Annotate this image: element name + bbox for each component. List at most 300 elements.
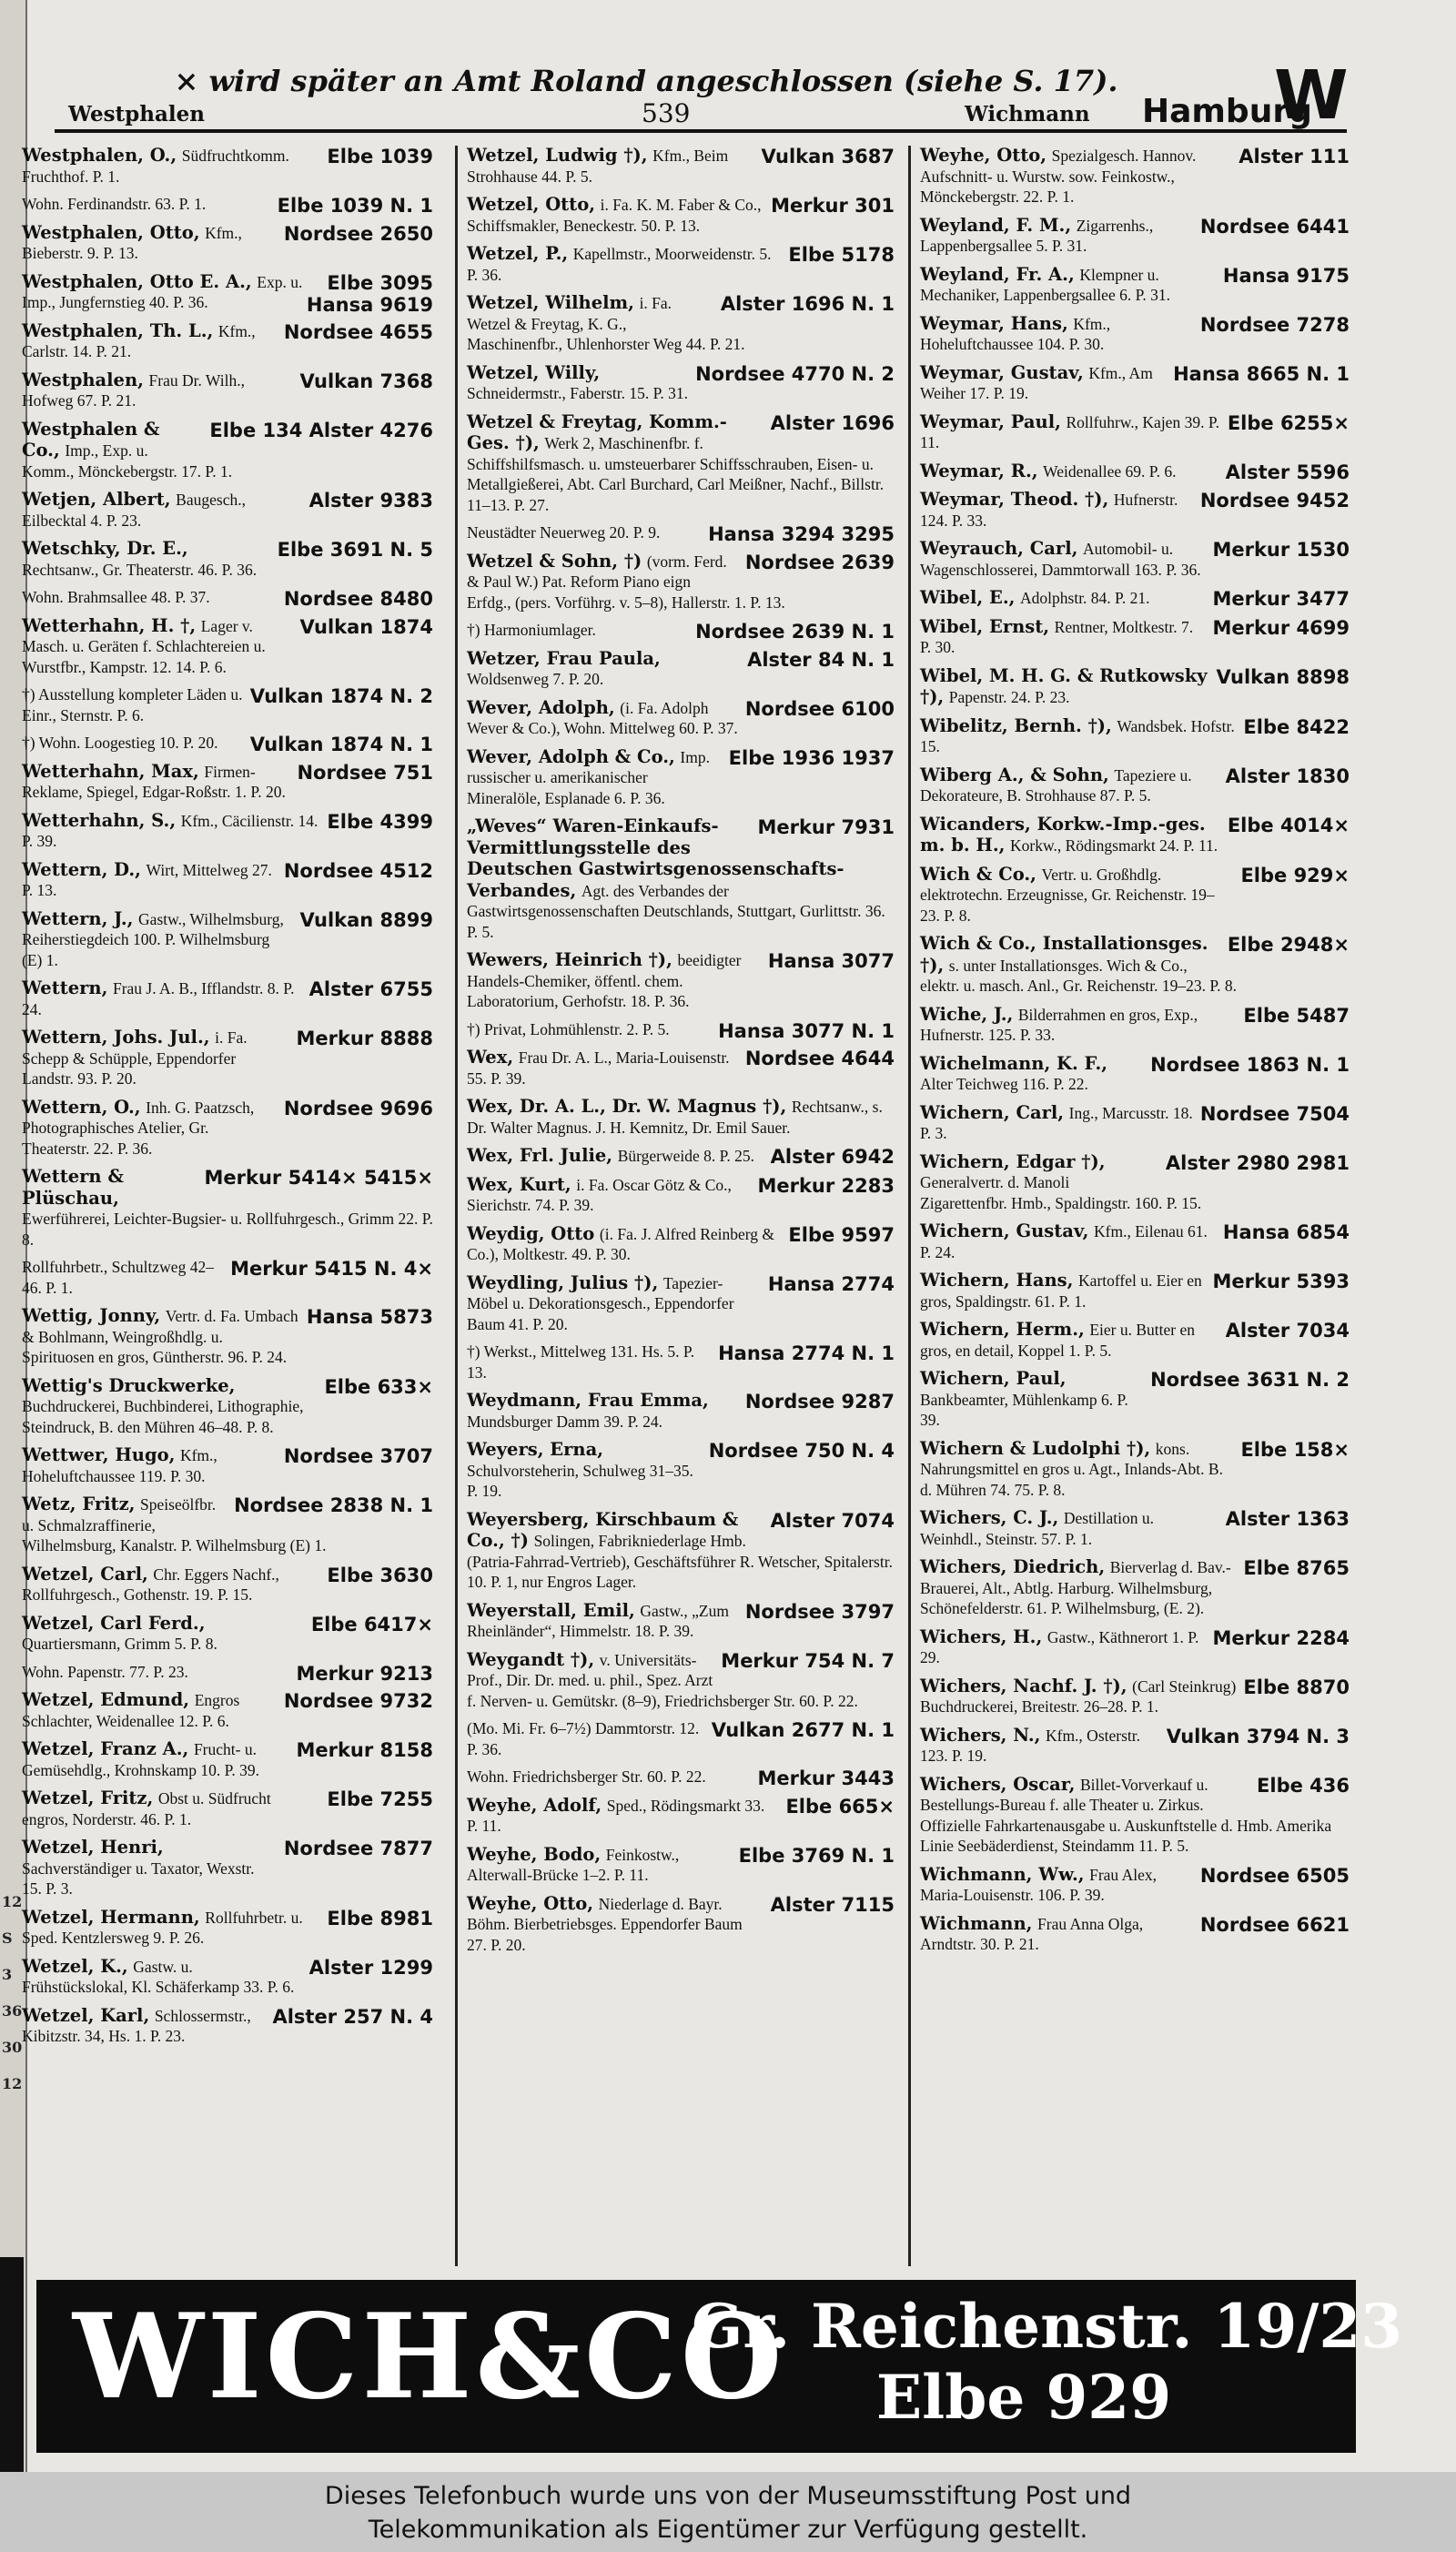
phone-number: Nordsee 3707 bbox=[283, 1445, 433, 1467]
entry-detail: Tapeziere u. Dekorateure, B. Strohhause 87. P. 5. bbox=[920, 765, 1192, 805]
entry-detail: Kfm., Cäcilienstr. 14. P. 39. bbox=[22, 811, 318, 850]
phone-number: Nordsee 9287 bbox=[744, 1391, 895, 1413]
header-first-entry: Westphalen bbox=[68, 102, 205, 127]
entry-name: Weyhe, Bodo, bbox=[467, 1843, 602, 1865]
directory-entry bbox=[22, 1663, 433, 1684]
directory-entry bbox=[920, 1676, 1350, 1718]
phone-number: Hansa 2774 N. 1 bbox=[718, 1342, 895, 1364]
page-header bbox=[36, 56, 1349, 137]
phone-number: Merkur 2283 bbox=[757, 1174, 895, 1197]
phone-number: Nordsee 2838 N. 1 bbox=[234, 1494, 433, 1516]
entry-name: Weyers, Erna, bbox=[467, 1439, 604, 1460]
entry-name: Wetzel, K., bbox=[22, 1955, 128, 1977]
entry-name: Weyhe, Otto, bbox=[467, 1892, 594, 1914]
phone-number: Alster 9383 bbox=[308, 490, 433, 511]
phone-number: Hansa 6854 bbox=[1222, 1221, 1350, 1243]
phone-number: Nordsee 4655 bbox=[283, 320, 433, 343]
entry-name: Wetterhahn, H. †, bbox=[22, 614, 197, 636]
directory-entry bbox=[467, 412, 895, 517]
phone-number: Vulkan 1874 bbox=[299, 615, 433, 638]
entry-detail: Inh. G. Paatzsch, Photographisches Atelier, Gr. Theaterstr. 22. P. 36. bbox=[22, 1098, 255, 1158]
entry-detail: Schulvorsteherin, Schulweg 31–35. P. 19. bbox=[467, 1461, 693, 1500]
directory-entry bbox=[467, 244, 895, 286]
directory-entry bbox=[920, 666, 1350, 709]
directory-entry bbox=[920, 1152, 1350, 1215]
directory-entry bbox=[467, 523, 895, 544]
directory-entry bbox=[22, 1258, 433, 1299]
directory-entry bbox=[920, 363, 1350, 405]
entry-name: Wichern, Herm., bbox=[920, 1319, 1085, 1340]
directory-entry bbox=[467, 146, 895, 187]
directory-entry bbox=[920, 934, 1350, 998]
entry-name: Wettern, D., bbox=[22, 858, 141, 880]
directory-entry bbox=[467, 1719, 895, 1760]
phone-number: Vulkan 1874 N. 2 bbox=[249, 685, 433, 707]
directory-entry bbox=[920, 1865, 1350, 1907]
entry-name: Weyerstall, Emil, bbox=[467, 1599, 635, 1621]
phone-number: Elbe 5178 bbox=[788, 244, 895, 266]
entry-detail: Vertr. u. Großhdlg. elektrotechn. Erzeugnisse, Gr. Reichenstr. 19–23. P. 8. bbox=[920, 865, 1215, 925]
entry-detail: Gastw., Wilhelmsburg, Reiherstiegdeich 100. P. Wilhelmsburg (E) 1. bbox=[22, 909, 284, 969]
phone-number: Hansa 3077 N. 1 bbox=[718, 1019, 895, 1042]
entry-name: Wichers, H., bbox=[920, 1625, 1043, 1647]
directory-entry bbox=[920, 1103, 1350, 1145]
entry-name: Weyhe, Otto, bbox=[920, 146, 1047, 166]
directory-entry bbox=[920, 265, 1350, 307]
entry-detail: Rentner, Moltkestr. 7. P. 30. bbox=[920, 617, 1194, 656]
directory-entry bbox=[920, 1508, 1350, 1550]
entry-detail: Spezialgesch. Hannov. Aufschnitt- u. Wurstw. sow. Feinkostw., Mönckebergstr. 22. P. 1. bbox=[920, 147, 1197, 206]
entry-detail: Kapellmstr., Moorweidenstr. 5. P. 36. bbox=[467, 245, 772, 284]
directory-entry bbox=[920, 1221, 1350, 1263]
entry-detail: Kartoffel u. Eier en gros, Spaldingstr. 61. P. 1. bbox=[920, 1271, 1202, 1311]
phone-number: Alster 1696 bbox=[770, 411, 895, 434]
phone-number: Elbe 1039 bbox=[327, 146, 433, 167]
ad-logo: WICH&CO bbox=[73, 2289, 786, 2425]
entry-detail: Engros Schlachter, Weidenallee 12. P. 6. bbox=[22, 1691, 240, 1730]
entry-detail: Hufnerstr. 124. P. 33. bbox=[920, 491, 1178, 530]
entry-detail: Lager v. Masch. u. Geräten f. Schlachtereien u. Wurstfbr., Kampstr. 12. 14. P. 6. bbox=[22, 616, 266, 676]
phone-number: Nordsee 7278 bbox=[1199, 313, 1350, 336]
phone-number: Merkur 754 N. 7 bbox=[721, 1649, 895, 1672]
phone-number: Nordsee 4512 bbox=[283, 859, 433, 882]
entry-name: Wichern, Gustav, bbox=[920, 1220, 1089, 1241]
directory-entry bbox=[467, 1601, 895, 1643]
directory-entry bbox=[467, 1845, 895, 1887]
phone-number: Alster 257 N. 4 bbox=[272, 2005, 433, 2028]
entry-name: Wetzel, Edmund, bbox=[22, 1689, 190, 1710]
entry-detail: Weidenallee 69. P. 6. bbox=[1043, 461, 1177, 481]
entry-detail: Kfm., Bieberstr. 9. P. 13. bbox=[22, 223, 242, 262]
entry-detail: i. Fa. Schepp & Schüpple, Eppendorfer Landstr. 93. P. 20. bbox=[22, 1028, 248, 1088]
entry-detail: Speiseölfbr. u. Schmalzraffinerie, Wilhelmsburg, Kanalstr. P. Wilhelmsburg (E) 1. bbox=[22, 1495, 327, 1554]
directory-entry bbox=[920, 146, 1350, 208]
entry-name: Wichers, Diedrich, bbox=[920, 1556, 1106, 1577]
entry-name: Wichern, Edgar †), bbox=[920, 1150, 1106, 1172]
directory-entry bbox=[467, 1440, 895, 1503]
entry-name: Weyrauch, Carl, bbox=[920, 538, 1078, 559]
directory-entry bbox=[920, 1914, 1350, 1956]
entry-name: Weydling, Julius †), bbox=[467, 1271, 659, 1293]
directory-entry bbox=[22, 1565, 433, 1606]
entry-detail: Neustädter Neuerweg 20. P. 9. bbox=[467, 523, 661, 542]
directory-entry bbox=[22, 909, 433, 972]
phone-number: Merkur 9213 bbox=[296, 1662, 433, 1685]
entry-detail: Sped., Rödingsmarkt 33. P. 11. bbox=[467, 1796, 765, 1835]
directory-entry bbox=[22, 860, 433, 902]
phone-number: Alster 7115 bbox=[770, 1893, 895, 1916]
entry-detail: Ing., Marcusstr. 18. P. 3. bbox=[920, 1103, 1193, 1142]
entry-detail: Frau Alex, Maria-Louisenstr. 106. P. 39. bbox=[920, 1865, 1157, 1904]
directory-entry bbox=[22, 1306, 433, 1369]
entry-name: Weymar, R., bbox=[920, 460, 1038, 481]
header-letter: W bbox=[1274, 56, 1349, 135]
column-3 bbox=[908, 146, 1357, 2266]
phone-number: Nordsee 2639 N. 1 bbox=[695, 621, 895, 643]
directory-entry bbox=[467, 1796, 895, 1838]
phone-number: Alster 1830 bbox=[1225, 765, 1350, 787]
phone-number: Elbe 158× bbox=[1240, 1438, 1350, 1461]
entry-name: Wetzel, Wilhelm, bbox=[467, 292, 634, 313]
entry-detail: Werk 2, Maschinenfbr. f. Schiffshilfsmasch. u. umsteuerbarer Schiffsschrauben, Eisen- u. Metallgießerei, Abt. Carl Burchard, Carl Meißner, Nachf., Billstr. 11–13. P. 27. bbox=[467, 434, 885, 514]
entry-detail: Rollfuhrw., Kajen 39. P. 11. bbox=[920, 412, 1219, 451]
page-number: 539 bbox=[642, 98, 691, 128]
phone-number: Nordsee 3631 N. 2 bbox=[1150, 1369, 1350, 1391]
directory-entry bbox=[22, 1614, 433, 1656]
phone-number: Alster 6942 bbox=[770, 1146, 895, 1168]
entry-name: Wichern, Paul, bbox=[920, 1368, 1067, 1389]
entry-detail: i. Fa. K. M. Faber & Co., Schiffsmakler, Beneckestr. 50. P. 13. bbox=[467, 196, 762, 235]
entry-detail: Wandsbek. Hofstr. 15. bbox=[920, 716, 1235, 755]
margin-mark: 36 bbox=[2, 2002, 23, 2020]
entry-detail: †) Wohn. Loogestieg 10. P. 20. bbox=[22, 734, 218, 752]
phone-number: Hansa 3077 bbox=[767, 950, 895, 972]
entry-name: Wetzer, Frau Paula, bbox=[467, 647, 661, 669]
directory-entry bbox=[467, 621, 895, 642]
phone-number: Elbe 3630 bbox=[327, 1564, 433, 1586]
entry-detail: s. unter Installationsges. Wich & Co., elektr. u. masch. Anl., Gr. Reichenstr. 19–23. P. 8. bbox=[920, 956, 1238, 995]
directory-entry bbox=[920, 1054, 1350, 1096]
phone-number: Nordsee 9452 bbox=[1199, 490, 1350, 511]
phone-number: Nordsee 4644 bbox=[744, 1048, 895, 1069]
phone-number: Vulkan 7368 bbox=[299, 370, 433, 392]
entry-detail: Rollfuhrbetr. u. Sped. Kentzlersweg 9. P. 26. bbox=[22, 1908, 303, 1947]
directory-entry bbox=[22, 420, 433, 483]
entry-name: Wichers, C. J., bbox=[920, 1507, 1059, 1528]
entry-detail: Wirt, Mittelweg 27. P. 13. bbox=[22, 860, 272, 899]
phone-number: Nordsee 6621 bbox=[1199, 1913, 1350, 1936]
entry-name: Wibel, Ernst, bbox=[920, 615, 1050, 637]
margin-mark: S bbox=[2, 1929, 13, 1947]
directory-entry bbox=[22, 1098, 433, 1160]
phone-number: Merkur 5414× 5415× bbox=[204, 1167, 433, 1189]
directory-entry bbox=[920, 461, 1350, 483]
directory-entry bbox=[22, 272, 433, 314]
entry-name: Wetzel, Karl, bbox=[22, 2004, 150, 2026]
directory-entry bbox=[22, 321, 433, 363]
entry-detail: Quartiersmann, Grimm 5. P. 8. bbox=[22, 1635, 217, 1653]
directory-entry bbox=[467, 1224, 895, 1266]
entry-name: Wex, Dr. A. L., Dr. W. Magnus †), bbox=[467, 1096, 787, 1117]
entry-detail: Südfruchtkomm. Fruchthof. P. 1. bbox=[22, 147, 289, 186]
phone-number: Alster 1363 bbox=[1225, 1508, 1350, 1530]
directory-entry bbox=[920, 617, 1350, 659]
entry-detail: Schlossermstr., Kibitzstr. 34, Hs. 1. P. 23. bbox=[22, 2006, 251, 2045]
phone-number: Elbe 8981 bbox=[327, 1907, 433, 1929]
entry-detail: Destillation u. Weinhdl., Steinstr. 57. P. 1. bbox=[920, 1509, 1155, 1548]
entry-name: Wichers, Oscar, bbox=[920, 1773, 1076, 1795]
entry-detail: Wohn. Friedrichsberger Str. 60. P. 22. bbox=[467, 1767, 706, 1786]
entry-detail: Papenstr. 24. P. 23. bbox=[948, 688, 1070, 706]
entry-detail: Ewerführerei, Leichter-Bugsier- u. Rollfuhrgesch., Grimm 22. P. 8. bbox=[22, 1210, 433, 1249]
directory-entry bbox=[467, 1273, 895, 1336]
entry-detail: (Mo. Mi. Fr. 6–7½) Dammtorstr. 12. P. 36. bbox=[467, 1719, 700, 1758]
entry-detail: †) Harmoniumlager. bbox=[467, 621, 596, 639]
entry-name: Westphalen, Otto E. A., bbox=[22, 270, 252, 292]
entry-name: Wettwer, Hugo, bbox=[22, 1444, 176, 1465]
phone-number: Nordsee 1863 N. 1 bbox=[1150, 1053, 1350, 1076]
entry-name: Westphalen, Otto, bbox=[22, 221, 200, 243]
entry-detail: Alter Teichweg 116. P. 22. bbox=[920, 1075, 1088, 1093]
phone-number: Nordsee 6505 bbox=[1199, 1864, 1350, 1887]
directory-entry bbox=[467, 293, 895, 356]
directory-entry bbox=[920, 539, 1350, 581]
ad-address bbox=[692, 2291, 1403, 2433]
header-rule bbox=[55, 129, 1347, 133]
entry-name: Wetterhahn, S., bbox=[22, 809, 177, 831]
phone-number: Merkur 1530 bbox=[1212, 539, 1350, 561]
directory-entry bbox=[22, 1028, 433, 1090]
entry-detail: (Carl Steinkrug) Buchdruckerei, Breitestr. 26–28. P. 1. bbox=[920, 1676, 1237, 1716]
directory-entry bbox=[22, 1838, 433, 1900]
entry-name: Wettig's Druckwerke, bbox=[22, 1374, 236, 1396]
phone-number: Elbe 665× bbox=[785, 1795, 895, 1818]
directory-entry bbox=[22, 1957, 433, 1999]
directory-entry bbox=[920, 1005, 1350, 1047]
phone-number: Merkur 8158 bbox=[296, 1739, 433, 1761]
directory-entry bbox=[22, 2006, 433, 2048]
entry-name: Weygandt †), bbox=[467, 1648, 595, 1670]
phone-number: Elbe 7255 bbox=[327, 1788, 433, 1810]
entry-detail: beeidigter Handels-Chemiker, öffentl. chem. Laboratorium, Gerhofstr. 18. P. 36. bbox=[467, 951, 742, 1010]
directory-entry bbox=[920, 716, 1350, 758]
phone-number: Nordsee 2650 bbox=[283, 222, 433, 245]
entry-name: Wex, Kurt, bbox=[467, 1173, 571, 1195]
directory-entry bbox=[467, 1342, 895, 1383]
phone-number: Nordsee 6441 bbox=[1199, 215, 1350, 238]
phone-number: Vulkan 8899 bbox=[299, 908, 433, 931]
directory-entry bbox=[22, 1445, 433, 1487]
phone-number: Vulkan 2677 N. 1 bbox=[711, 1719, 895, 1741]
entry-name: Weymar, Paul, bbox=[920, 410, 1061, 432]
directory-entry bbox=[467, 950, 895, 1013]
directory-entry bbox=[467, 698, 895, 740]
entry-detail: Niederlage d. Bayr. Böhm. Bierbetriebsges. Eppendorfer Baum 27. P. 20. bbox=[467, 1894, 743, 1954]
phone-number: Hansa 9175 bbox=[1222, 264, 1350, 287]
phone-number: Nordsee 750 N. 4 bbox=[708, 1440, 895, 1462]
entry-name: Wiberg A., & Sohn, bbox=[920, 764, 1109, 785]
directory-entry bbox=[920, 865, 1350, 927]
entry-name: Weymar, Hans, bbox=[920, 312, 1068, 334]
directory-entry bbox=[22, 1690, 433, 1732]
ad-address-line1: Gr. Reichenstr. 19/23 bbox=[692, 2291, 1403, 2362]
entry-name: Wichern & Ludolphi †), bbox=[920, 1437, 1151, 1459]
entry-detail: Wohn. Brahmsallee 48. P. 37. bbox=[22, 588, 210, 606]
entry-name: Wetz, Fritz, bbox=[22, 1494, 136, 1514]
entry-detail: Generalvertr. d. Manoli Zigarettenfbr. Hmb., Spaldingstr. 160. P. 15. bbox=[920, 1173, 1202, 1212]
entry-name: Wibel, M. H. G. & Rutkowsky †), bbox=[920, 664, 1208, 707]
entry-detail: Mundsburger Damm 39. P. 24. bbox=[467, 1412, 663, 1431]
directory-entry bbox=[22, 762, 433, 804]
directory-entry bbox=[467, 1097, 895, 1139]
directory-entry bbox=[467, 649, 895, 691]
entry-detail: Schneidermstr., Faberstr. 15. P. 31. bbox=[467, 384, 689, 402]
phone-number: Elbe 3769 N. 1 bbox=[738, 1844, 895, 1867]
entry-detail: Kfm., Carlstr. 14. P. 21. bbox=[22, 321, 256, 360]
entry-detail: Vertr. d. Fa. Umbach & Bohlmann, Weingroßhdlg. u. Spirituosen en gros, Güntherstr. 96. P. 24. bbox=[22, 1307, 298, 1366]
directory-entry bbox=[22, 146, 433, 187]
entry-detail: Wohn. Ferdinandstr. 63. P. 1. bbox=[22, 195, 207, 213]
entry-detail: Woldsenweg 7. P. 20. bbox=[467, 670, 604, 688]
directory-entry bbox=[22, 1739, 433, 1781]
entry-detail: Korkw., Rödingsmarkt 24. P. 11. bbox=[1010, 836, 1218, 855]
entry-name: Wichern, Carl, bbox=[920, 1101, 1065, 1123]
phone-number: Nordsee 9732 bbox=[283, 1690, 433, 1712]
entry-name: Wetzel & Freytag, Komm.-Ges. †), bbox=[467, 410, 727, 453]
entry-detail: Imp., Exp. u. Komm., Mönckebergstr. 17. P. 1. bbox=[22, 441, 233, 481]
directory-entry bbox=[22, 1908, 433, 1949]
entry-detail: Gastw., Käthnerort 1. P. 29. bbox=[920, 1627, 1199, 1666]
directory-entry bbox=[467, 1650, 895, 1713]
phone-number: Vulkan 8898 bbox=[1216, 665, 1350, 688]
entry-detail: i. Fa. Wetzel & Freytag, K. G., Maschinenfbr., Uhlenhorster Weg 44. P. 21. bbox=[467, 294, 745, 353]
directory-entry bbox=[920, 1775, 1350, 1858]
entry-name: Wettern, Johs. Jul., bbox=[22, 1027, 210, 1048]
phone-number: Hansa 2774 bbox=[767, 1272, 895, 1295]
entry-detail: †) Privat, Lohmühlenstr. 2. P. 5. bbox=[467, 1019, 670, 1038]
entry-detail: Kfm., Am Weiher 17. P. 19. bbox=[920, 363, 1153, 402]
directory-entry bbox=[920, 1726, 1350, 1767]
entry-detail: i. Fa. Oscar Götz & Co., Sierichstr. 74. P. 39. bbox=[467, 1175, 732, 1214]
entry-name: Wetzel & Sohn, †) bbox=[467, 550, 642, 572]
entry-detail: Rollfuhrbetr., Schultzweg 42–46. P. 1. bbox=[22, 1258, 214, 1297]
entry-detail: Gastw. u. Frühstückslokal, Kl. Schäferkamp 33. P. 6. bbox=[22, 1957, 295, 1996]
phone-number: Elbe 3691 N. 5 bbox=[277, 539, 433, 561]
entry-name: Weydmann, Frau Emma, bbox=[467, 1390, 709, 1411]
directory-entry bbox=[920, 765, 1350, 807]
directory-entry bbox=[467, 1894, 895, 1957]
entry-detail: Frau Dr. Wilh., Hofweg 67. P. 21. bbox=[22, 370, 245, 410]
entry-name: Wichern, Hans, bbox=[920, 1270, 1074, 1291]
entry-name: Wetzel, Ludwig †), bbox=[467, 146, 648, 166]
header-city: Hamburg bbox=[1142, 93, 1312, 130]
entry-name: Wetzel, Franz A., bbox=[22, 1738, 189, 1759]
entry-name: Westphalen, O., bbox=[22, 146, 177, 166]
directory-entry bbox=[467, 1510, 895, 1594]
entry-detail: Obst u. Südfrucht engros, Norderstr. 46. P. 1. bbox=[22, 1789, 271, 1828]
header-last-entry: Wichmann bbox=[965, 102, 1090, 127]
column-2 bbox=[455, 146, 902, 2266]
entry-detail: (vorm. Ferd. & Paul W.) Pat. Reform Piano eign Erfdg., (pers. Vorführg. v. 5–8), Hallerstr. 1. P. 13. bbox=[467, 552, 785, 612]
entry-name: Wichers, Nachf. J. †), bbox=[920, 1675, 1127, 1696]
ad-phone: Elbe 929 bbox=[875, 2362, 1172, 2433]
phone-number: Vulkan 1874 N. 1 bbox=[249, 734, 433, 755]
entry-name: Westphalen & Co., bbox=[22, 418, 160, 461]
phone-number: Merkur 3477 bbox=[1212, 588, 1350, 610]
directory-entry bbox=[467, 1146, 895, 1168]
phone-number: Alster 111 bbox=[1239, 146, 1350, 167]
phone-number: Merkur 8888 bbox=[296, 1028, 433, 1049]
entry-detail: Feinkostw., Alterwall-Brücke 1–2. P. 11. bbox=[467, 1845, 680, 1884]
entry-detail: Zigarrenhs., Lappenbergsallee 5. P. 31. bbox=[920, 216, 1154, 255]
entry-detail: Rechtsanw., s. Dr. Walter Magnus. J. H. Kemnitz, Dr. Emil Sauer. bbox=[467, 1098, 883, 1137]
entry-name: Wiche, J., bbox=[920, 1003, 1014, 1025]
entry-name: Wex, Frl. Julie, bbox=[467, 1145, 613, 1166]
entry-name: Wettern, O., bbox=[22, 1096, 141, 1118]
phone-number: Elbe 929× bbox=[1240, 864, 1350, 886]
phone-number: Alster 6755 bbox=[308, 978, 433, 1000]
column-1 bbox=[13, 146, 440, 2266]
entry-name: Wetzel, Otto, bbox=[467, 194, 595, 215]
footer-line1: Dieses Telefonbuch wurde uns von der Museumsstiftung Post und bbox=[324, 2482, 1132, 2510]
phone-number: Elbe 6255× bbox=[1227, 411, 1350, 434]
entry-name: Wetzel, Henri, bbox=[22, 1837, 164, 1858]
entry-detail: Automobil- u. Wagenschlosserei, Dammtorwall 163. P. 36. bbox=[920, 540, 1201, 579]
phone-number: Alster 5596 bbox=[1225, 461, 1350, 483]
margin-mark: 12 bbox=[2, 2075, 23, 2092]
entry-name: Wich & Co., Installationsges. †), bbox=[920, 933, 1208, 976]
entry-detail: v. Universitäts-Prof., Dir. Dr. med. u. phil., Spez. Arzt f. Nerven- u. Gemütskr. (8–9), Friedrichsberger Str. 60. P. 22. bbox=[467, 1650, 858, 1710]
directory-entry bbox=[22, 1788, 433, 1830]
entry-name: Weydig, Otto bbox=[467, 1222, 595, 1244]
entry-name: Weyland, Fr. A., bbox=[920, 263, 1075, 285]
entry-detail: Bierverlag d. Bav.-Brauerei, Alt., Abtlg. Harburg. Wilhelmsburg, Schönefelderstr. 61. P. Wilhelmsburg, (E. 2). bbox=[920, 1558, 1231, 1617]
phone-number: Hansa 9619 bbox=[306, 293, 433, 316]
entry-name: Wetjen, Albert, bbox=[22, 489, 171, 510]
phone-number: Nordsee 9696 bbox=[283, 1097, 433, 1119]
entry-detail: Imp. russischer u. amerikanischer Mineralöle, Esplanade 6. P. 36. bbox=[467, 747, 710, 807]
entry-detail: †) Ausstellung kompleter Läden u. Einr., Sternstr. P. 6. bbox=[22, 685, 243, 724]
entry-detail: (i. Fa. Adolph Wever & Co.), Wohn. Mittelweg 60. P. 37. bbox=[467, 698, 738, 737]
entry-detail: Billet-Vorverkauf u. Bestellungs-Bureau f. alle Theater u. Zirkus. Offizielle Fahrkartenausgabe u. Auskunftstelle d. Hmb. Amerika Linie Seebäderdienst, Steindamm 11. P. 5. bbox=[920, 1775, 1332, 1855]
entry-name: Westphalen, Th. L., bbox=[22, 319, 214, 341]
directory-entry bbox=[467, 552, 895, 614]
phone-number: Elbe 4014× bbox=[1227, 814, 1350, 836]
entry-name: Wetzel, Carl Ferd., bbox=[22, 1612, 206, 1634]
phone-number: Merkur 4699 bbox=[1212, 616, 1350, 639]
entry-name: Wibelitz, Bernh. †), bbox=[920, 714, 1112, 736]
directory-entry bbox=[22, 539, 433, 581]
phone-number: Merkur 5393 bbox=[1212, 1271, 1350, 1292]
directory-entry bbox=[22, 370, 433, 412]
entry-name: „Weves“ Waren-Einkaufs-Vermittlungsstelle des Deutschen Gastwirtsgenossenschafts-Verbandes, bbox=[467, 815, 844, 901]
directory-entry bbox=[920, 1627, 1350, 1669]
phone-number: Alster 2980 2981 bbox=[1165, 1151, 1350, 1174]
directory-entry bbox=[22, 490, 433, 532]
entry-name: Wever, Adolph & Co., bbox=[467, 745, 675, 767]
entry-name: Wichmann, Ww., bbox=[920, 1863, 1085, 1885]
phone-number: Nordsee 4770 N. 2 bbox=[695, 362, 895, 385]
footer-line2: Telekommunikation als Eigentümer zur Verfügung gestellt. bbox=[368, 2516, 1088, 2544]
phone-number: Alster 7034 bbox=[1225, 1320, 1350, 1342]
phone-number: Elbe 9597 bbox=[788, 1223, 895, 1246]
entry-detail: Kfm., Hoheluftchaussee 104. P. 30. bbox=[920, 314, 1111, 353]
directory-entry bbox=[22, 195, 433, 216]
directory-entry bbox=[22, 685, 433, 726]
entry-detail: Bankbeamter, Mühlenkamp 6. P. 39. bbox=[920, 1390, 1128, 1429]
entry-name: Weymar, Gustav, bbox=[920, 361, 1084, 383]
entry-name: Wetzel, Hermann, bbox=[22, 1906, 200, 1928]
